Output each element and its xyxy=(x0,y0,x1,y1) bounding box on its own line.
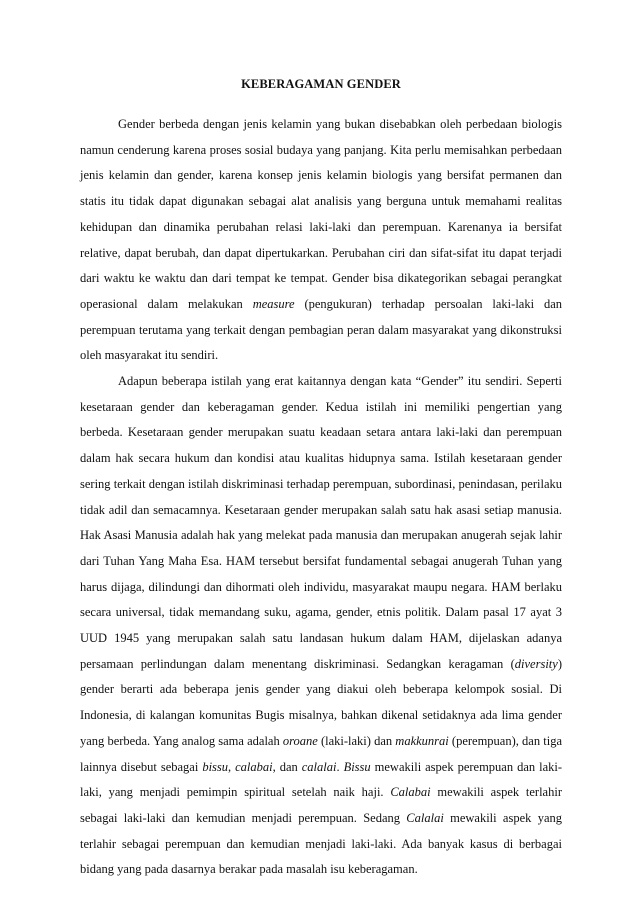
document-page xyxy=(80,76,562,883)
text-run: ) gender berarti ada beberapa jenis gender yang diakui oleh beberapa kelompok sosial. Di Indonesia, di kalangan komunitas Bugis misalnya, bahkan dikenal setidaknya ada lima gender yang berbeda. Yang analog sama adalah xyxy=(80,656,562,748)
text-run: mewakili aspek terlahir sebagai laki-laki dan kemudian menjadi perempuan. Sedang xyxy=(80,785,562,825)
text-run: . xyxy=(336,759,344,774)
italic-term: Calabai xyxy=(390,785,431,800)
text-run: , xyxy=(228,759,236,774)
text-run: , dan xyxy=(272,759,302,774)
text-run: (pengukuran) terhadap persoalan laki-laki dan perempuan terutama yang terkait dengan pembagian peran dalam masyarakat yang dikonstruksi oleh masyarakat itu sendiri. xyxy=(80,296,562,363)
italic-term: calabai xyxy=(235,759,273,774)
italic-term: makkunrai xyxy=(395,733,449,748)
italic-term: bissu xyxy=(202,759,229,774)
text-run: (perempuan), dan tiga lainnya disebut sebagai xyxy=(80,733,562,774)
italic-term: diversity xyxy=(514,656,558,671)
text-run: Adapun beberapa istilah yang erat kaitannya dengan kata “Gender” itu sendiri. Seperti kesetaraan gender dan keberagaman gender. Kedua istilah ini memiliki pengertian yang berbeda. Kesetaraan gender merupakan suatu keadaan setara antara laki-laki dan perempuan dalam hak secara hukum dan kondisi atau kualitas hidupnya sama. Istilah kesetaraan gender sering terkait dengan istilah diskriminasi terhadap perempuan, subordinasi, penindasan, perilaku tidak adil dan semacamnya. Kesetaraan gender merupakan salah satu hak asasi setiap manusia. Hak Asasi Manusia adalah hak yang melekat pada manusia dan merupakan anugerah sejak lahir dari Tuhan Yang Maha Esa. HAM tersebut bersifat fundamental sebagai anugerah Tuhan yang harus dijaga, dilindungi dan dihormati oleh individu, masyarakat maupu negara. HAM berlaku secara universal, tidak memandang suku, agama, gender, etnis politik. Dalam pasal 17 ayat 3 UUD 1945 yang merupakan salah satu landasan hukum dalam HAM, dijelaskan adanya persamaan perlindungan dalam menentang diskriminasi. Sedangkan keragaman ( xyxy=(80,374,562,671)
document-body xyxy=(80,112,562,883)
italic-term: Calalai xyxy=(406,810,444,825)
paragraph-2 xyxy=(80,369,562,883)
text-run: mewakili aspek perempuan dan laki-laki, yang menjadi pemimpin spiritual setelah naik haji. xyxy=(80,759,563,800)
document-title: KEBERAGAMAN GENDER xyxy=(241,77,401,91)
italic-term: Bissu xyxy=(343,759,371,774)
italic-term: measure xyxy=(252,296,295,311)
italic-term: calalai xyxy=(301,759,337,774)
text-run: Gender berbeda dengan jenis kelamin yang bukan disebabkan oleh perbedaan biologis namun cenderung karena proses sosial budaya yang panjang. Kita perlu memisahkan perbedaan jenis kelamin dan gender, karena konsep jenis kelamin biologis yang bersifat permanen dan statis itu tidak dapat digunakan sebagai alat analisis yang berguna untuk memahami realitas kehidupan dan dinamika perubahan relasi laki-laki dan perempuan. Karenanya ia bersifat relative, dapat berubah, dan dapat dipertukarkan. Perubahan ciri dan sifat-sifat itu dapat terjadi dari waktu ke waktu dan dari tempat ke tempat. Gender bisa dikategorikan sebagai perangkat operasional dalam melakukan xyxy=(80,117,562,311)
italic-term: oroane xyxy=(282,733,318,748)
text-run: mewakili aspek yang terlahir sebagai perempuan dan kemudian menjadi laki-laki. Ada banyak kasus di berbagai bidang yang pada dasarnya berakar pada masalah isu keberagaman. xyxy=(80,810,562,877)
paragraph-1 xyxy=(80,112,562,369)
text-run: (laki-laki) dan xyxy=(317,733,396,748)
